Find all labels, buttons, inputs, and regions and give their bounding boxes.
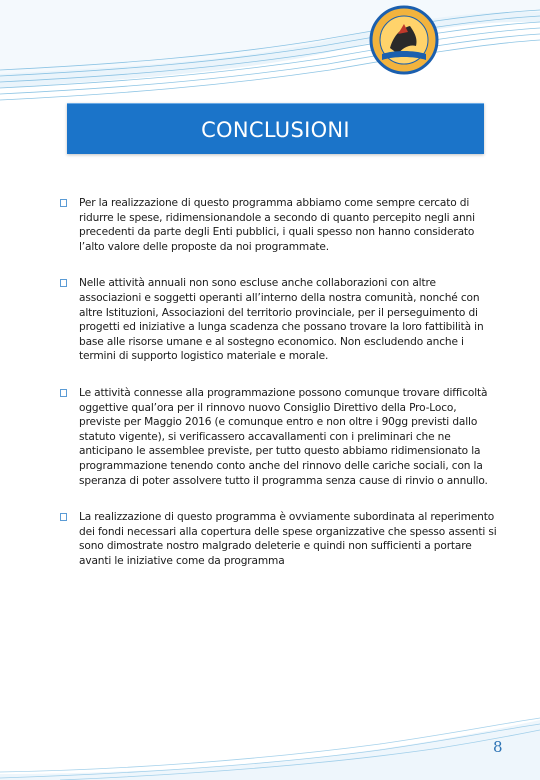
- paragraph-text: Nelle attività annuali non sono escluse anche collaborazioni con altre associazioni e soggetti operanti all’interno della nostra comunità, nonché con altre Istituzioni, Associazioni del territorio provinciale, per il perseguimento di progetti ed iniziative a lunga scadenza che possano trovare la loro fattibilità in base alle risorse umane e al sostegno economico. Non escludendo anche i termini di supporto logistico materiale e morale.: [79, 277, 484, 363]
- list-item: [60, 510, 500, 568]
- square-bullet-icon: [60, 389, 67, 397]
- header-wave-decoration: [0, 0, 540, 110]
- footer-wave-decoration: [0, 700, 540, 780]
- square-bullet-icon: [60, 199, 67, 207]
- title-banner: [67, 103, 484, 154]
- list-item: [60, 386, 500, 488]
- paragraph-text: Per la realizzazione di questo programma abbiamo come sempre cercato di ridurre le spese, ridimensionandole a secondo di quanto percepito negli anni precedenti da parte degli Enti pubblici, i quali spesso non hanno considerato l’alto valore delle proposte da noi programmate.: [79, 197, 475, 253]
- square-bullet-icon: [60, 513, 67, 521]
- paragraph-text: Le attività connesse alla programmazione possono comunque trovare difficoltà oggettive qual’ora per il rinnovo nuovo Consiglio Direttivo della Pro-Loco, previste per Maggio 2016 (e comunque entro e non oltre i 90gg previsti dallo statuto vigente), si verificassero accavallamenti con i preliminari che ne anticipano le assemblee previste, per tutto questo abbiamo ridimensionato la programmazione tenendo conto anche del rinnovo delle cariche sociali, con la speranza di poter assolvere tutto il programma senza cause di rinvio o annullo.: [79, 386, 488, 487]
- list-item: [60, 196, 500, 254]
- square-bullet-icon: [60, 279, 67, 287]
- paragraph-text: La realizzazione di questo programma è ovviamente subordinata al reperimento dei fondi necessari alla copertura delle spese organizzative che spesso assenti si sono dimostrate nostro malgrado deleterie e quindi non sufficienti a portare avanti le iniziative come da programma: [79, 511, 497, 567]
- page-number: 8: [493, 738, 503, 756]
- pro-loco-logo: [368, 4, 440, 76]
- page-title: CONCLUSIONI: [201, 118, 350, 142]
- conclusions-body: [60, 196, 500, 590]
- list-item: [60, 276, 500, 364]
